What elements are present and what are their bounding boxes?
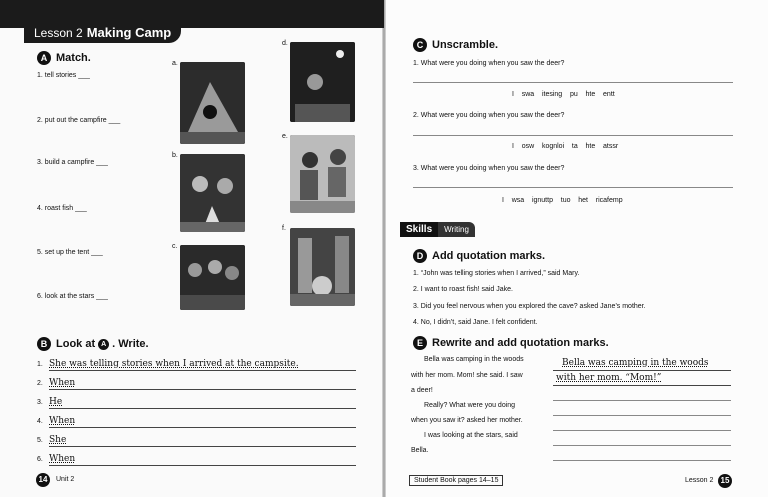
skills-tab (400, 220, 475, 238)
section-e-header (413, 336, 609, 350)
paragraph-line: when you saw it? asked her mother. (411, 417, 523, 424)
rewrite-answer[interactable]: Bella was camping in the woods (562, 358, 709, 368)
section-c-header (413, 38, 498, 52)
write-line[interactable]: 5. She (37, 435, 67, 445)
rewrite-rule[interactable] (553, 445, 731, 446)
rewrite-rule[interactable] (553, 460, 731, 461)
camp-illustration-c (180, 245, 245, 310)
section-c-badge: C (413, 38, 427, 52)
quotation-item: 2. I want to roast fish! said Jake. (413, 286, 513, 293)
camp-illustration-d (290, 42, 355, 122)
rewrite-rule[interactable] (553, 430, 731, 431)
write-line[interactable]: 3. He (37, 397, 63, 407)
answer-rule[interactable] (413, 135, 733, 136)
write-line[interactable]: 1. She was telling stories when I arrived at the campsite. (37, 359, 299, 369)
section-b-title: Look at (56, 338, 96, 350)
write-line[interactable]: 4. When (37, 416, 76, 426)
rewrite-rule[interactable] (553, 400, 731, 401)
picture-letter-f: f. (282, 225, 286, 232)
answer-rule (49, 427, 356, 428)
skills-label: Skills (400, 222, 438, 237)
lesson-label: Lesson 2 (34, 26, 83, 40)
scrambled-words: I osw kognloi ta hte atssr (512, 143, 619, 150)
picture-letter-b: b. (172, 152, 178, 159)
unit-label: Unit 2 (56, 476, 75, 483)
page-number-right: 15 (718, 474, 732, 488)
paragraph-line: Bella was camping in the woods (424, 356, 524, 363)
paragraph-line: a deer! (411, 387, 433, 394)
quotation-item: 4. No, I didn’t, said Jane. I felt confident. (413, 319, 538, 326)
answer-rule (49, 446, 356, 447)
rewrite-rule (553, 370, 731, 371)
match-item: 3. build a campfire ___ (37, 159, 108, 166)
camp-illustration-f (290, 228, 355, 306)
answer-rule (49, 465, 356, 466)
scrambled-words: I wsa ignuttp tuo het ricafemp (502, 197, 623, 204)
answer-rule (49, 370, 356, 371)
section-e-title: Rewrite and add quotation marks. (432, 337, 609, 349)
match-item: 1. tell stories ___ (37, 72, 90, 79)
answer-rule[interactable] (413, 82, 733, 83)
paragraph-line: I was looking at the stars, said (424, 432, 518, 439)
answer-rule (49, 389, 356, 390)
picture-letter-e: e. (282, 133, 288, 140)
answer-rule (49, 408, 356, 409)
book-spine (382, 0, 386, 497)
section-c-title: Unscramble. (432, 39, 499, 51)
unscramble-question: 3. What were you doing when you saw the deer? (413, 165, 565, 172)
rewrite-rule (553, 385, 731, 386)
section-b-badge: B (37, 337, 51, 351)
unscramble-question: 1. What were you doing when you saw the deer? (413, 60, 565, 67)
camp-illustration-a (180, 62, 245, 144)
section-a-badge: A (37, 51, 51, 65)
write-line[interactable]: 2. When (37, 378, 76, 388)
lesson-footer: Lesson 2 (685, 477, 714, 484)
rewrite-rule[interactable] (553, 415, 731, 416)
student-book-ref: Student Book pages 14–15 (409, 475, 503, 486)
camp-illustration-b (180, 154, 245, 232)
picture-letter-c: c. (172, 243, 178, 250)
quotation-item: 3. Did you feel nervous when you explored the cave? asked Jane’s mother. (413, 303, 646, 310)
paragraph-line: with her mom. Mom! she said. I saw (411, 372, 523, 379)
unscramble-question: 2. What were you doing when you saw the deer? (413, 112, 565, 119)
section-b-title-end: . Write. (112, 338, 149, 350)
section-d-header (413, 249, 545, 263)
match-item: 2. put out the campfire ___ (37, 117, 121, 124)
lesson-title (24, 23, 181, 43)
picture-letter-a: a. (172, 60, 178, 67)
paragraph-line: Bella. (411, 447, 429, 454)
quotation-item: 1. “John was telling stories when I arrived,” said Mary. (413, 270, 580, 277)
rewrite-answer[interactable]: with her mom. “Mom!” (556, 373, 662, 383)
camp-illustration-e (290, 135, 355, 213)
write-line[interactable]: 6. When (37, 454, 76, 464)
section-b-header (37, 337, 149, 351)
section-d-title: Add quotation marks. (432, 250, 546, 262)
match-item: 5. set up the tent ___ (37, 249, 103, 256)
answer-rule[interactable] (413, 187, 733, 188)
section-a-header (37, 51, 91, 65)
skills-sub: Writing (438, 222, 475, 237)
paragraph-line: Really? What were you doing (424, 402, 516, 409)
match-item: 4. roast fish ___ (37, 205, 87, 212)
page-number-left: 14 (36, 473, 50, 487)
section-d-badge: D (413, 249, 427, 263)
picture-letter-d: d. (282, 40, 288, 47)
section-a-title: Match. (56, 52, 91, 64)
scrambled-words: I swa itesing pu hte entt (512, 91, 615, 98)
section-a-ref-badge: A (98, 339, 109, 350)
lesson-name: Making Camp (86, 25, 172, 40)
section-e-badge: E (413, 336, 427, 350)
match-item: 6. look at the stars ___ (37, 293, 108, 300)
